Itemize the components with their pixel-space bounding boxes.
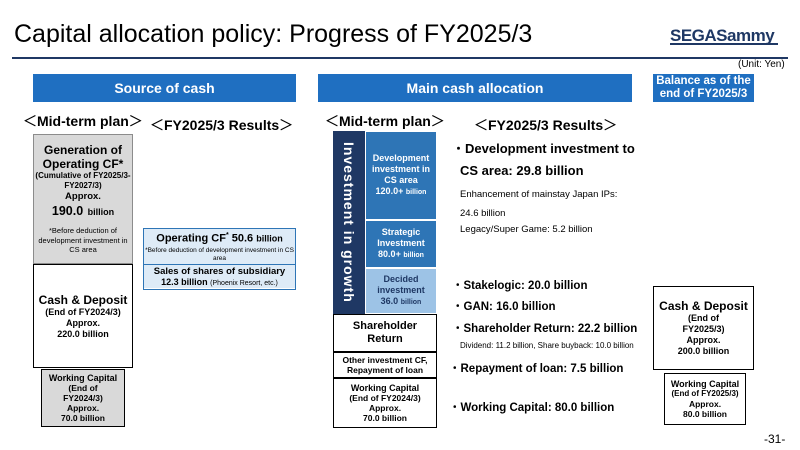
- balance-wc-sub: (End of FY2025/3): [671, 389, 739, 399]
- results-sales-detail: (Phoenix Resort, etc.): [210, 280, 278, 287]
- dev-investment-value-line: [376, 186, 427, 198]
- cash-deposit-title: Cash & Deposit: [38, 292, 128, 307]
- main-cash-allocation-header: Main cash allocation: [318, 74, 632, 102]
- balance-cash-sub1: (End of: [688, 313, 719, 323]
- dev-investment-title: Development investment in CS area: [371, 153, 430, 185]
- page-title: Capital allocation policy: Progress of FY2025/3: [14, 20, 533, 48]
- allocation-working-capital-box: [333, 378, 437, 428]
- operating-cf-value-line: [34, 203, 132, 220]
- allocation-midterm-heading: ＜Mid-term plan＞: [325, 113, 445, 129]
- operating-cf-title: Generation of Operating CF*: [42, 143, 124, 171]
- strategic-investment-value-line: [378, 249, 424, 261]
- balance-cash-sub2: FY2025/3): [682, 324, 725, 334]
- logo-text: SEGASammy: [670, 26, 775, 45]
- working-capital-box: [41, 369, 125, 427]
- results-gan: ・GAN: 16.0 billion: [452, 301, 556, 313]
- working-capital-value: 70.0 billion: [61, 413, 105, 424]
- balance-wc-value: 80.0 billion: [683, 409, 727, 420]
- balance-working-capital-box: [664, 373, 746, 425]
- results-stakelogic: ・Stakelogic: 20.0 billion: [452, 280, 588, 292]
- results-dev-detail1: Enhancement of mainstay Japan IPs:: [460, 189, 618, 200]
- results-dev-detail2: 24.6 billion: [460, 208, 506, 219]
- allocation-results-heading: ＜FY2025/3 Results＞: [474, 117, 618, 133]
- balance-cash-approx: Approx.: [686, 335, 721, 345]
- cash-deposit-box: [33, 264, 133, 368]
- strategic-investment-title: Strategic Investment: [377, 227, 425, 248]
- source-midterm-heading: ＜Mid-term plan＞: [23, 113, 143, 129]
- balance-wc-approx: Approx.: [688, 399, 722, 410]
- sega-sammy-logo-icon: [668, 24, 780, 48]
- results-sales-value: 12.3 billion: [161, 277, 208, 287]
- other-investment-box: [333, 352, 437, 378]
- results-operating-cf-value: 50.6: [228, 232, 257, 245]
- allocation-working-capital-sub: (End of FY2024/3): [349, 393, 421, 404]
- working-capital-approx: Approx.: [66, 403, 100, 414]
- results-shareholder: ・Shareholder Return: 22.2 billion: [452, 323, 638, 335]
- results-operating-cf-label: Operating CF: [156, 232, 226, 245]
- balance-header: Balance as of the end of FY2025/3: [653, 74, 754, 102]
- strategic-investment-box: [365, 220, 437, 268]
- decided-investment-unit: billion: [400, 299, 422, 306]
- sega-sammy-logo: [668, 24, 780, 48]
- working-capital-sub1: (End of: [68, 383, 98, 394]
- unit-label: (Unit: Yen): [738, 59, 785, 70]
- results-source-box: [143, 228, 296, 290]
- page-number: -31-: [764, 432, 786, 446]
- operating-cf-value: 190.0: [51, 204, 84, 218]
- results-operating-cf-unit: billion: [256, 233, 283, 244]
- operating-cf-approx: Approx.: [65, 191, 101, 202]
- results-dev-detail3: Legacy/Super Game: 5.2 billion: [460, 224, 593, 235]
- results-operating-cf-line: [144, 232, 295, 245]
- operating-cf-unit: billion: [87, 207, 115, 217]
- cash-deposit-sub: (End of FY2024/3): [45, 306, 121, 317]
- allocation-working-capital-value: 70.0 billion: [363, 413, 407, 424]
- other-investment-label: Other investment CF, Repayment of loan: [342, 355, 428, 375]
- decided-investment-title: Decided investment: [377, 274, 425, 295]
- allocation-working-capital-title: Working Capital: [350, 382, 420, 393]
- results-working-capital: ・Working Capital: 80.0 billion: [449, 402, 615, 414]
- decided-investment-value: 36.0: [380, 296, 399, 306]
- operating-cf-generation-box: [33, 134, 133, 264]
- balance-cash-value: 200.0 billion: [677, 346, 730, 356]
- results-dev-line1: ・Development investment to: [452, 141, 635, 156]
- shareholder-return-label: Shareholder Return: [352, 320, 418, 345]
- allocation-working-capital-approx: Approx.: [368, 403, 402, 414]
- dev-investment-box: [365, 131, 437, 220]
- operating-cf-note: *Before deduction of development investment in CS area: [38, 226, 128, 254]
- title-rule: [12, 57, 788, 59]
- results-repayment: ・Repayment of loan: 7.5 billion: [449, 363, 624, 375]
- results-shareholder-detail: Dividend: 11.2 billion, Share buyback: 10.0 billion: [460, 341, 634, 350]
- working-capital-sub2: FY2024/3): [63, 393, 103, 404]
- decided-investment-value-line: [381, 296, 422, 308]
- dev-investment-unit: billion: [405, 189, 427, 196]
- balance-cash-deposit-box: [653, 286, 754, 370]
- results-sales-label: Sales of shares of subsidiary: [153, 266, 286, 277]
- results-operating-cf-note: *Before deduction of development investment in CS area: [145, 246, 294, 262]
- balance-cash-title: Cash & Deposit: [659, 299, 748, 313]
- source-results-heading: ＜FY2025/3 Results＞: [150, 117, 294, 133]
- source-of-cash-header: Source of cash: [33, 74, 296, 102]
- operating-cf-sub: (Cumulative of FY2025/3-FY2027/3): [35, 171, 131, 190]
- strategic-investment-unit: billion: [403, 252, 424, 259]
- results-operating-cf-star: *: [225, 232, 229, 239]
- decided-investment-box: [365, 268, 437, 314]
- shareholder-return-box: [333, 314, 437, 352]
- dev-investment-value: 120.0+: [375, 186, 404, 196]
- results-dev-line2: CS area: 29.8 billion: [460, 163, 584, 178]
- cash-deposit-value: 220.0 billion: [57, 328, 109, 339]
- working-capital-title: Working Capital: [48, 372, 118, 383]
- cash-deposit-approx: Approx.: [65, 317, 100, 328]
- results-operating-cf-box: [144, 229, 295, 265]
- investment-in-growth-bar: [333, 131, 365, 314]
- results-sales-box: [144, 265, 295, 288]
- results-sales-line: [144, 277, 295, 289]
- balance-wc-title: Working Capital: [670, 378, 740, 389]
- investment-in-growth-label: Investment in growth: [341, 142, 357, 303]
- strategic-investment-value: 80.0+: [378, 249, 401, 259]
